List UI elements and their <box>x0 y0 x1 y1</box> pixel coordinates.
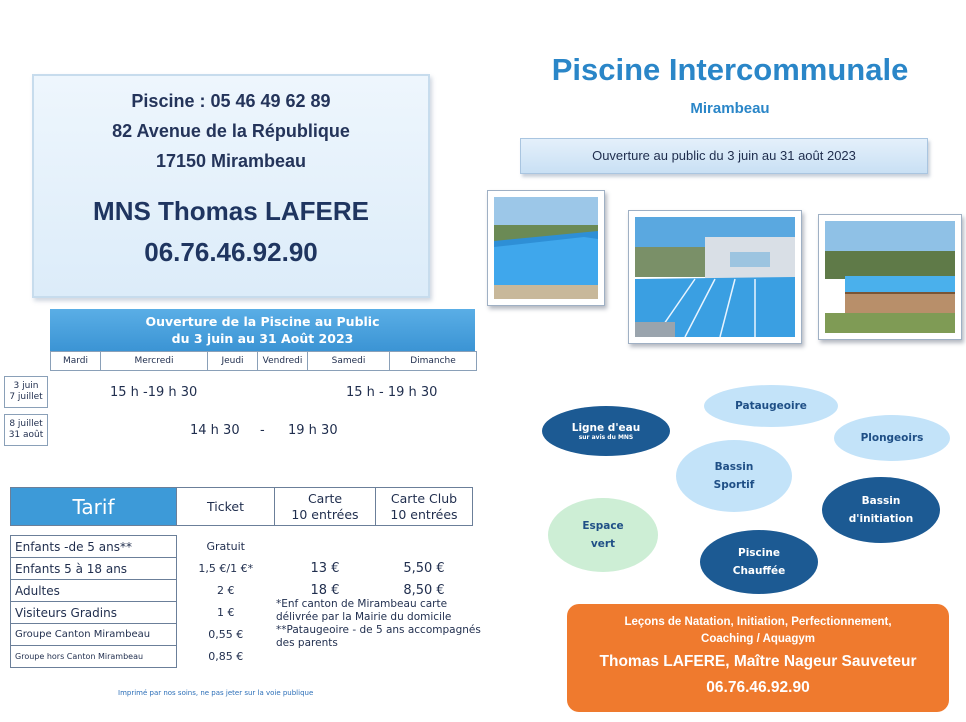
pool-photo-1 <box>487 190 605 306</box>
tarif-carte-adultes: 18 € <box>310 583 340 598</box>
day-vendredi: Vendredi <box>258 352 308 370</box>
bubble-bassin-sportif <box>676 440 792 512</box>
tarif-title: Tarif <box>11 488 177 526</box>
lessons-phone: 06.76.46.92.90 <box>706 679 810 696</box>
tarif-notes <box>276 598 481 650</box>
pool-address: 82 Avenue de la République <box>112 121 350 141</box>
day-dimanche: Dimanche <box>410 356 456 366</box>
schedule-header <box>50 309 475 351</box>
bubble-bassin-init-2: d'initiation <box>848 513 914 525</box>
tarif-note-1: *Enf canton de Mirambeau carte délivrée par la Mairie du domicile <box>276 598 452 623</box>
row2-label-start: 8 juillet <box>9 419 43 429</box>
mns-name: MNS Thomas LAFERE <box>93 196 369 226</box>
row2-label-end: 31 août <box>8 430 44 440</box>
schedule-header-line2: du 3 juin au 31 Août 2023 <box>171 331 354 346</box>
pool-phone: Piscine : 05 46 49 62 89 <box>131 91 331 111</box>
tarif-cat-groupe-hors-canton: Groupe hors Canton Mirambeau <box>11 646 177 668</box>
tarif-ticket-adultes: 2 € <box>217 584 235 597</box>
tarif-club-enfants-5-18: 5,50 € <box>403 561 445 576</box>
row1-weekday-hours: 15 h -19 h 30 <box>110 385 198 400</box>
row2-end: 19 h 30 <box>288 423 338 438</box>
col-carte-2: 10 entrées <box>291 506 359 522</box>
bubble-bassin-init-1: Bassin <box>861 495 901 507</box>
day-samedi: Samedi <box>308 352 390 370</box>
bubble-plongeoirs <box>834 415 950 461</box>
tarif-ticket-groupe-canton: 0,55 € <box>208 628 244 641</box>
bubble-espace-2: vert <box>590 538 616 550</box>
col-carte <box>275 488 376 526</box>
bubble-espace-1: Espace <box>582 520 624 532</box>
tarif-cat-enfants-moins5: Enfants -de 5 ans** <box>11 536 177 558</box>
tarif-carte-enfants-5-18: 13 € <box>310 561 340 576</box>
bubble-chauffee-2: Chauffée <box>732 565 786 577</box>
tarif-ticket-enfants-moins5: Gratuit <box>206 540 245 553</box>
lessons-line3: Thomas LAFERE, Maître Nageur Sauveteur <box>599 653 917 670</box>
tarif-ticket-enfants-5-18: 1,5 €/1 €* <box>198 562 254 575</box>
day-mercredi: Mercredi <box>101 352 208 370</box>
tarif-cat-enfants-5-18: Enfants 5 à 18 ans <box>11 558 177 580</box>
bubble-plongeoirs-label: Plongeoirs <box>860 432 924 444</box>
bubble-ligne-eau <box>542 406 670 456</box>
row1-weekend-hours: 15 h - 19 h 30 <box>346 385 438 400</box>
col-club <box>376 488 473 526</box>
tarif-cat-groupe-canton: Groupe Canton Mirambeau <box>11 624 177 646</box>
bubble-ligne-eau-sub: sur avis du MNS <box>578 433 634 441</box>
subtitle: Mirambeau <box>690 100 770 117</box>
row1-label-start: 3 juin <box>13 381 39 391</box>
col-club-1: Carte Club <box>390 490 458 506</box>
bubble-espace-vert <box>548 498 658 572</box>
bubble-pataugeoire-label: Pataugeoire <box>735 400 807 412</box>
lessons-line2: Coaching / Aquagym <box>701 633 815 645</box>
col-club-2: 10 entrées <box>390 506 458 522</box>
row1-label-end: 7 juillet <box>9 392 43 402</box>
tarif-ticket-visiteurs: 1 € <box>217 606 235 619</box>
footer-note: Imprimé par nos soins, ne pas jeter sur la voie publique <box>118 689 314 697</box>
pool-photo-2 <box>628 210 802 344</box>
bubble-pataugeoire <box>704 385 838 427</box>
bubble-bassin-sportif-2: Sportif <box>713 479 755 491</box>
bubble-bassin-initiation <box>822 477 940 543</box>
pool-photo-3 <box>818 214 962 340</box>
schedule-row2-label <box>4 414 48 446</box>
bubble-bassin-sportif-1: Bassin <box>714 461 754 473</box>
bubble-chauffee-1: Piscine <box>738 547 780 559</box>
tarif-club-adultes: 8,50 € <box>403 583 445 598</box>
row2-start: 14 h 30 <box>190 423 240 438</box>
tarif-ticket-groupe-hors-canton: 0,85 € <box>208 650 244 663</box>
bubble-piscine-chauffee <box>700 530 818 594</box>
col-ticket: Ticket <box>177 488 275 526</box>
schedule-row1-label <box>4 376 48 408</box>
mns-phone: 06.76.46.92.90 <box>144 237 318 267</box>
day-jeudi: Jeudi <box>208 352 258 370</box>
main-title: Piscine Intercommunale <box>551 52 909 87</box>
tarif-cat-visiteurs: Visiteurs Gradins <box>11 602 177 624</box>
schedule-header-line1: Ouverture de la Piscine au Public <box>145 314 380 329</box>
opening-banner: Ouverture au public du 3 juin au 31 août 2023 <box>520 138 928 174</box>
contact-box <box>32 74 430 298</box>
day-mardi: Mardi <box>51 352 101 370</box>
bubble-ligne-eau-title: Ligne d'eau <box>571 421 641 434</box>
lessons-line1: Leçons de Natation, Initiation, Perfectionnement, <box>624 616 892 628</box>
lessons-box <box>567 604 949 712</box>
tarif-cat-adultes: Adultes <box>11 580 177 602</box>
pool-city: 17150 Mirambeau <box>155 151 307 171</box>
tarif-note-2: **Pataugeoire - de 5 ans accompagnés des parents <box>276 624 481 649</box>
row2-sep: - <box>260 423 265 438</box>
schedule-days <box>50 351 477 371</box>
col-carte-1: Carte <box>307 490 343 506</box>
